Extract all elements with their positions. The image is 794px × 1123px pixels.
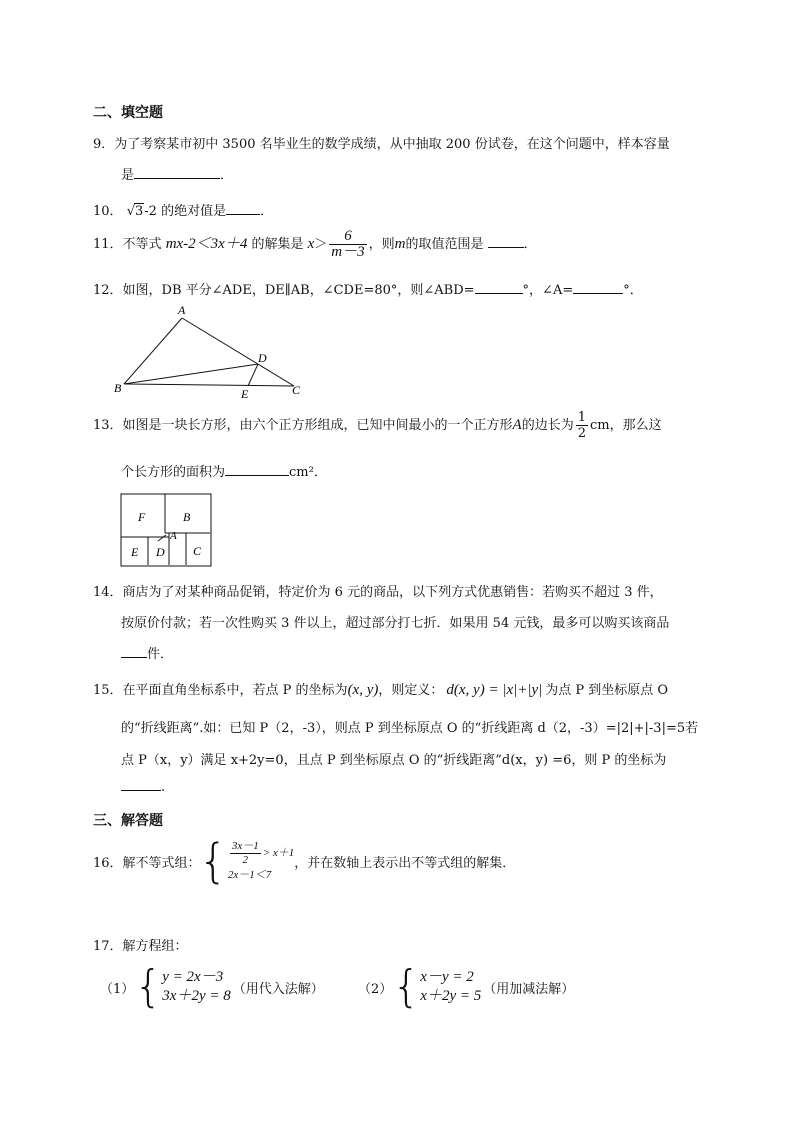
triangle-figure	[110, 302, 310, 398]
pointer-line	[158, 535, 166, 541]
question-12-end: °．	[623, 283, 643, 298]
answer-blank-a	[573, 283, 623, 294]
fraction-numerator: 1	[577, 410, 587, 425]
question-15-line-1	[93, 679, 668, 699]
question-12-mid: °，∠A=	[522, 283, 574, 298]
answer-blank	[226, 204, 260, 215]
equation-system-2	[358, 961, 575, 1012]
fraction-one-half	[576, 410, 588, 441]
question-12	[93, 279, 643, 298]
question-13-line-1	[93, 410, 662, 441]
segment-ac	[182, 318, 294, 386]
part-2-method: （用加减法解）	[483, 981, 575, 997]
question-13-text: 13．如图是一块长方形，由六个正方形组成，已知中间最小的一个正方形	[93, 418, 513, 433]
equation-system-1	[100, 961, 324, 1012]
section-heading-fill-in: 二、填空题	[93, 105, 163, 121]
question-15-text: 15．在平面直角坐标系中，若点 P 的坐标为	[93, 683, 348, 698]
inequality-expression: mx-2＜3x＋4	[165, 236, 248, 252]
inequality-1	[228, 840, 294, 867]
question-11-text: 的取值范围是	[405, 237, 488, 252]
question-9-prefix: 是	[121, 168, 135, 183]
label-b: B	[183, 510, 191, 524]
question-11-prefix: 11．不等式	[93, 237, 166, 252]
label-a: A	[178, 303, 186, 317]
inequality-1-rhs: > x＋1	[262, 846, 295, 859]
question-9-line-1: 9．为了考察某市初中 3500 名毕业生的数学成绩，从中抽取 200 份试卷，在这个问题中，样本容量	[93, 137, 670, 152]
variable-x: x	[307, 236, 315, 252]
question-11-mid: 的解集是	[247, 237, 308, 252]
question-13-unit: cm，那么这	[590, 418, 662, 433]
answer-blank	[488, 237, 524, 248]
fraction-numerator: 6	[329, 229, 366, 245]
system-2-equation-2: x＋2y = 5	[420, 988, 482, 1004]
system-1-equation-2: 3x＋2y = 8	[162, 988, 231, 1004]
variable-m: m	[394, 236, 406, 252]
label-e: E	[241, 387, 249, 398]
system-2-equation-1: x－y = 2	[420, 969, 474, 985]
question-10-number: 10．	[93, 204, 123, 219]
section-heading-solve: 三、解答题	[93, 813, 163, 829]
question-11-then: ，则	[368, 237, 395, 252]
answer-blank	[134, 168, 220, 179]
segment-de	[248, 364, 258, 386]
coordinate-xy: (x, y)	[347, 682, 379, 698]
inequality-2: 2x－1＜7	[227, 868, 272, 881]
answer-blank-abd	[475, 283, 523, 294]
question-14-line-1: 14．商店为了对某种商品促销，特定价为 6 元的商品，以下列方式优惠销售：若购买不超过 3 件，	[93, 585, 663, 600]
answer-blank	[121, 647, 147, 658]
system-1-equations	[162, 968, 230, 1006]
question-16-text: 16．解不等式组：	[93, 855, 201, 871]
part-1-method: （用代入法解）	[232, 981, 324, 997]
variable-a: A	[512, 417, 522, 433]
fraction-six-over-m-minus-3	[329, 229, 366, 260]
label-e: E	[131, 545, 139, 559]
brace-icon: {	[198, 834, 228, 888]
question-10	[93, 200, 273, 219]
question-15-line-3: 点 P（x，y）满足 x+2y=0，且点 P 到坐标原点 O 的“折线距离”d(x，y) =6，则 P 的坐标为	[121, 753, 667, 768]
question-14-line-2: 按原价付款；若一次性购买 3 件以上，超过部分打七折．如果用 54 元钱，最多可以购买该商品	[121, 616, 670, 631]
label-b: B	[114, 381, 122, 395]
label-f: F	[138, 510, 146, 524]
question-11	[93, 229, 537, 260]
inequality-system	[228, 840, 294, 883]
question-13-mid: 的边长为	[521, 418, 574, 433]
distance-formula: d(x, y) = |x|+|y|	[446, 682, 543, 698]
answer-blank	[225, 465, 289, 476]
label-c: C	[193, 544, 202, 558]
label-d: D	[258, 351, 267, 365]
system-2-equations	[420, 968, 481, 1006]
question-15-define: ，则定义：	[378, 683, 444, 698]
fraction-numerator: 3x－1	[231, 839, 259, 852]
question-9-period: ．	[220, 168, 234, 183]
part-1-label: （1）	[100, 981, 135, 997]
sqrt-radicand: 3	[134, 204, 144, 219]
question-14-line-3	[121, 643, 173, 662]
brace-icon: {	[134, 961, 163, 1012]
question-12-text: 12．如图，DB 平分∠ADE，DE∥AB，∠CDE=80°，则∠ABD=	[93, 283, 475, 298]
question-15-end: .	[161, 780, 166, 795]
question-11-period: ．	[523, 237, 537, 252]
fraction-denominator: 2	[242, 853, 249, 866]
question-10-text: 的绝对值是	[161, 204, 227, 219]
question-13-line-2	[121, 461, 327, 480]
answer-blank	[121, 780, 161, 791]
fraction-denominator: m－3	[331, 244, 365, 260]
question-15-line-4	[121, 780, 165, 795]
area-unit: cm²．	[289, 465, 327, 480]
segment-ab	[124, 318, 182, 384]
question-13-line-2-text: 个长方形的面积为	[121, 465, 226, 480]
label-c: C	[292, 383, 301, 397]
fraction-3x-1-over-2	[230, 840, 261, 867]
rectangle-squares-figure	[120, 493, 214, 568]
question-16-instruction: ，并在数轴上表示出不等式组的解集．	[294, 855, 516, 871]
question-16	[93, 834, 516, 888]
brace-icon: {	[392, 961, 421, 1012]
question-15-line-2: 的“折线距离”.如：已知 P（2，-3），则点 P 到坐标原点 O 的“折线距离 d（2，-3）=|2|+|-3|=5若	[121, 721, 699, 736]
label-d: D	[156, 545, 165, 559]
sqrt-symbol: √	[126, 204, 135, 219]
system-1-equation-1: y = 2x－3	[162, 969, 224, 985]
question-9-line-2	[121, 164, 233, 183]
question-15-line-1-end: 为点 P 到坐标原点 O	[545, 683, 669, 698]
question-14-end: 件．	[147, 647, 174, 662]
part-2-label: （2）	[358, 981, 393, 997]
minus-two: -2	[144, 204, 157, 219]
question-10-period: ．	[260, 204, 274, 219]
segment-bd	[124, 364, 258, 384]
question-17-title: 17．解方程组：	[93, 939, 188, 954]
segment-bc	[124, 384, 294, 386]
fraction-denominator: 2	[577, 426, 587, 441]
greater-than-sign: ＞	[314, 237, 328, 252]
label-a: A	[170, 530, 177, 542]
